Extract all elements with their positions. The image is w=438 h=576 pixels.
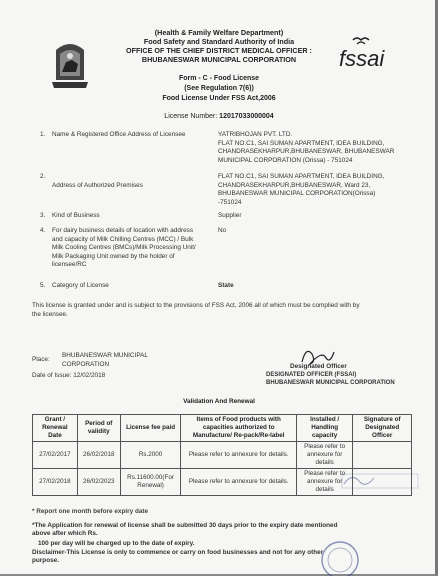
item-4-value: No [218,227,227,234]
office-line-2: BHUBANESWAR MUNICIPAL CORPORATION [141,55,297,64]
col-header: Installed / Handling capacity [296,415,352,442]
item-3-num: 3. [40,212,46,219]
issue-date-label: Date of Issue: [32,372,72,379]
table-cell: 27/02/2017 [33,442,78,469]
item-2-num: 2. [40,173,46,180]
table-cell: Rs.2000 [120,442,181,469]
validation-title: Validation And Renewal [183,398,255,405]
disclaimer-line: purpose. [32,557,59,565]
table-cell [353,442,412,469]
item-2-value [218,173,418,207]
issue-date-line [32,372,105,381]
license-number-line [0,113,438,120]
table-cell: Please refer to annexure for details [296,442,352,469]
issue-date: 12/02/2018 [73,372,106,379]
license-number-label: License Number: [164,113,218,120]
place-value [62,352,148,369]
office-stamp [340,470,420,492]
disclaimer-line: Disclaimer-This License is only to commence or carry on food businesses and not for any other [32,549,324,556]
item-5-label: Category of License [52,282,109,289]
table-cell: Please refer to annexure for details [296,469,352,496]
item-3-value: Supplier [218,212,242,219]
col-header: License fee paid [120,415,181,442]
form-title: Form - C - Food License [178,75,260,82]
value-line: -751024 [218,198,242,206]
authority-line: Food Safety and Standard Authority of India [143,37,295,46]
label-line: and capacity of Milk Chilling Centres (MCC) / Bulk [52,235,194,243]
report-note: * Report one month before expiry date [32,508,149,515]
place-line: CORPORATION [62,360,110,368]
col-header: Grant / Renewal Date [33,415,78,442]
round-seal [318,536,362,576]
fssai-logo-text: fssai [339,46,385,71]
table-header-row [33,415,412,442]
renewal-note [32,522,422,539]
place-label: Place: [32,356,50,363]
col-header: Signature of Designated Officer [353,415,412,442]
item-4-label [52,227,212,270]
col-header: Items of Food products with capacities authorized to Manufacture/ Re-pack/Re-label [181,415,296,442]
license-number: 12017033000004 [219,113,274,120]
dept-line: (Health & Family Welfare Department) [154,28,284,37]
item-1-num: 1. [40,131,46,138]
act-line: Food License Under FSS Act,2006 [162,95,276,102]
item-5-value: State [218,282,234,289]
signature-line-2: DESIGNATED OFFICER (FSSAI) [266,372,357,378]
label-line: Milk Cooling Centres (BMCs)/Milk Processing Unit/ [52,244,196,252]
col-header: Period of validity [77,415,120,442]
statement-line: This license is granted under and is subject to the provisions of FSS Act, 2006 all of which must be complied with by [32,302,360,309]
per-day-note: 100 per day will be charged up to the date of expiry. [38,540,195,547]
value-line: YATRIBHOJAN PVT. LTD. [218,131,293,138]
table-cell: Please refer to annexure for details. [181,442,296,469]
value-line: CHANDRASEKHARPUR,BHUBANESWAR, BHUBANESWAR [218,148,395,156]
license-statement [32,302,412,319]
statement-line: the licensee. [32,310,68,318]
table-row [33,442,412,469]
item-4-num: 4. [40,227,46,234]
regulation-line: (See Regulation 7(6)) [184,85,254,92]
label-line: Milk Packaging Unit owned by the holder of [52,252,175,260]
item-5-num: 5. [40,282,46,289]
signature-line-1: Designated Officer [290,363,347,370]
label-line: For dairy business details of location with address [52,227,194,234]
item-3-label: Kind of Business [52,212,100,219]
table-cell: 27/02/2018 [33,469,78,496]
table-cell: 26/02/2023 [77,469,120,496]
renewal-note-line: *The Application for renewal of license shall be submitted 30 days prior to the expiry date mentioned [32,522,338,529]
item-1-label: Name & Registered Office Address of Licensee [52,131,186,138]
item-2-label: Address of Authorized Premises [52,182,143,189]
label-line: licensee/RC [52,261,87,269]
item-1-value [218,131,418,165]
value-line: FLAT NO.C1, SAI SUMAN APARTMENT, IDEA BUILDING, [218,139,385,147]
value-line: MUNICIPAL CORPORATION (Orissa) - 751024 [218,156,353,164]
renewal-note-line: above after which Rs. [32,530,98,538]
table-cell: Please refer to annexure for details. [181,469,296,496]
disclaimer [32,549,422,566]
value-line: BHUBANESWAR MUNICIPAL CORPORATION(Orissa) [218,190,376,198]
office-line-1: OFFICE OF THE CHIEF DISTRICT MEDICAL OFFICER : [126,46,312,55]
value-line: FLAT NO.C1, SAI SUMAN APARTMENT, IDEA BUILDING, [218,173,385,180]
value-line: CHANDRASEKHARPUR,BHUBANESWAR, Ward 23, [218,181,371,189]
place-line: BHUBANESWAR MUNICIPAL [62,352,148,359]
signature-line-3: BHUBANESWAR MUNICIPAL CORPORATION [266,380,395,386]
table-cell: 26/02/2018 [77,442,120,469]
table-cell: Rs.11600.00(For Renewal) [120,469,181,496]
